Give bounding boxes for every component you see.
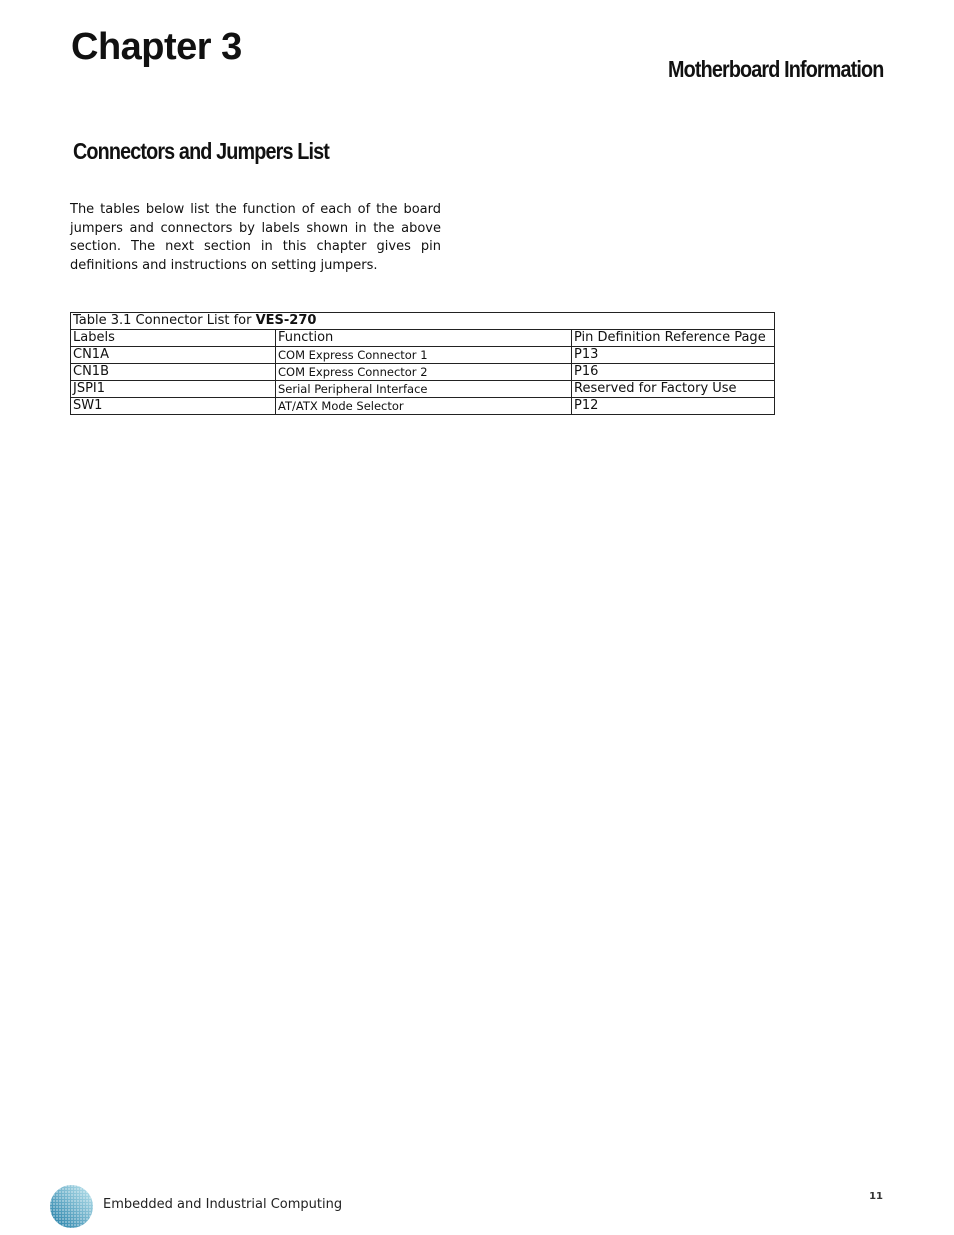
column-header-function: Function bbox=[276, 330, 572, 347]
table-caption-row bbox=[71, 313, 775, 330]
intro-paragraph: The tables below list the function of each of the board jumpers and connectors by labels shown in the above section. The next section in this chapter gives pin definitions and instructions on setting jumpers. bbox=[70, 202, 441, 273]
section-title: Motherboard Information bbox=[667, 56, 883, 82]
label-cell: SW1 bbox=[71, 398, 276, 415]
column-header-labels: Labels bbox=[71, 330, 276, 347]
label-cell: JSPI1 bbox=[71, 381, 276, 398]
table-row bbox=[71, 364, 775, 381]
table-row bbox=[71, 381, 775, 398]
function-cell: COM Express Connector 1 bbox=[276, 347, 572, 364]
reference-cell: Reserved for Factory Use bbox=[572, 381, 775, 398]
reference-cell: P16 bbox=[572, 364, 775, 381]
label-cell: CN1B bbox=[71, 364, 276, 381]
page-number: 11 bbox=[869, 1191, 883, 1202]
reference-cell: P13 bbox=[572, 347, 775, 364]
page-heading: Connectors and Jumpers List bbox=[73, 138, 329, 164]
function-cell: AT/ATX Mode Selector bbox=[276, 398, 572, 415]
table-caption-model: VES-270 bbox=[255, 313, 317, 328]
chapter-title: Chapter 3 bbox=[71, 26, 242, 68]
globe-logo-icon bbox=[49, 1184, 94, 1229]
footer-company-text: Embedded and Industrial Computing bbox=[103, 1197, 343, 1212]
label-cell: CN1A bbox=[71, 347, 276, 364]
table-row bbox=[71, 398, 775, 415]
connector-table bbox=[70, 312, 775, 415]
reference-cell: P12 bbox=[572, 398, 775, 415]
table-row bbox=[71, 347, 775, 364]
table-caption bbox=[71, 313, 775, 330]
table-header-row bbox=[71, 330, 775, 347]
table-caption-prefix: Table 3.1 Connector List for bbox=[73, 313, 256, 328]
function-cell: COM Express Connector 2 bbox=[276, 364, 572, 381]
column-header-reference-page: Pin Definition Reference Page bbox=[572, 330, 775, 347]
function-cell: Serial Peripheral Interface bbox=[276, 381, 572, 398]
